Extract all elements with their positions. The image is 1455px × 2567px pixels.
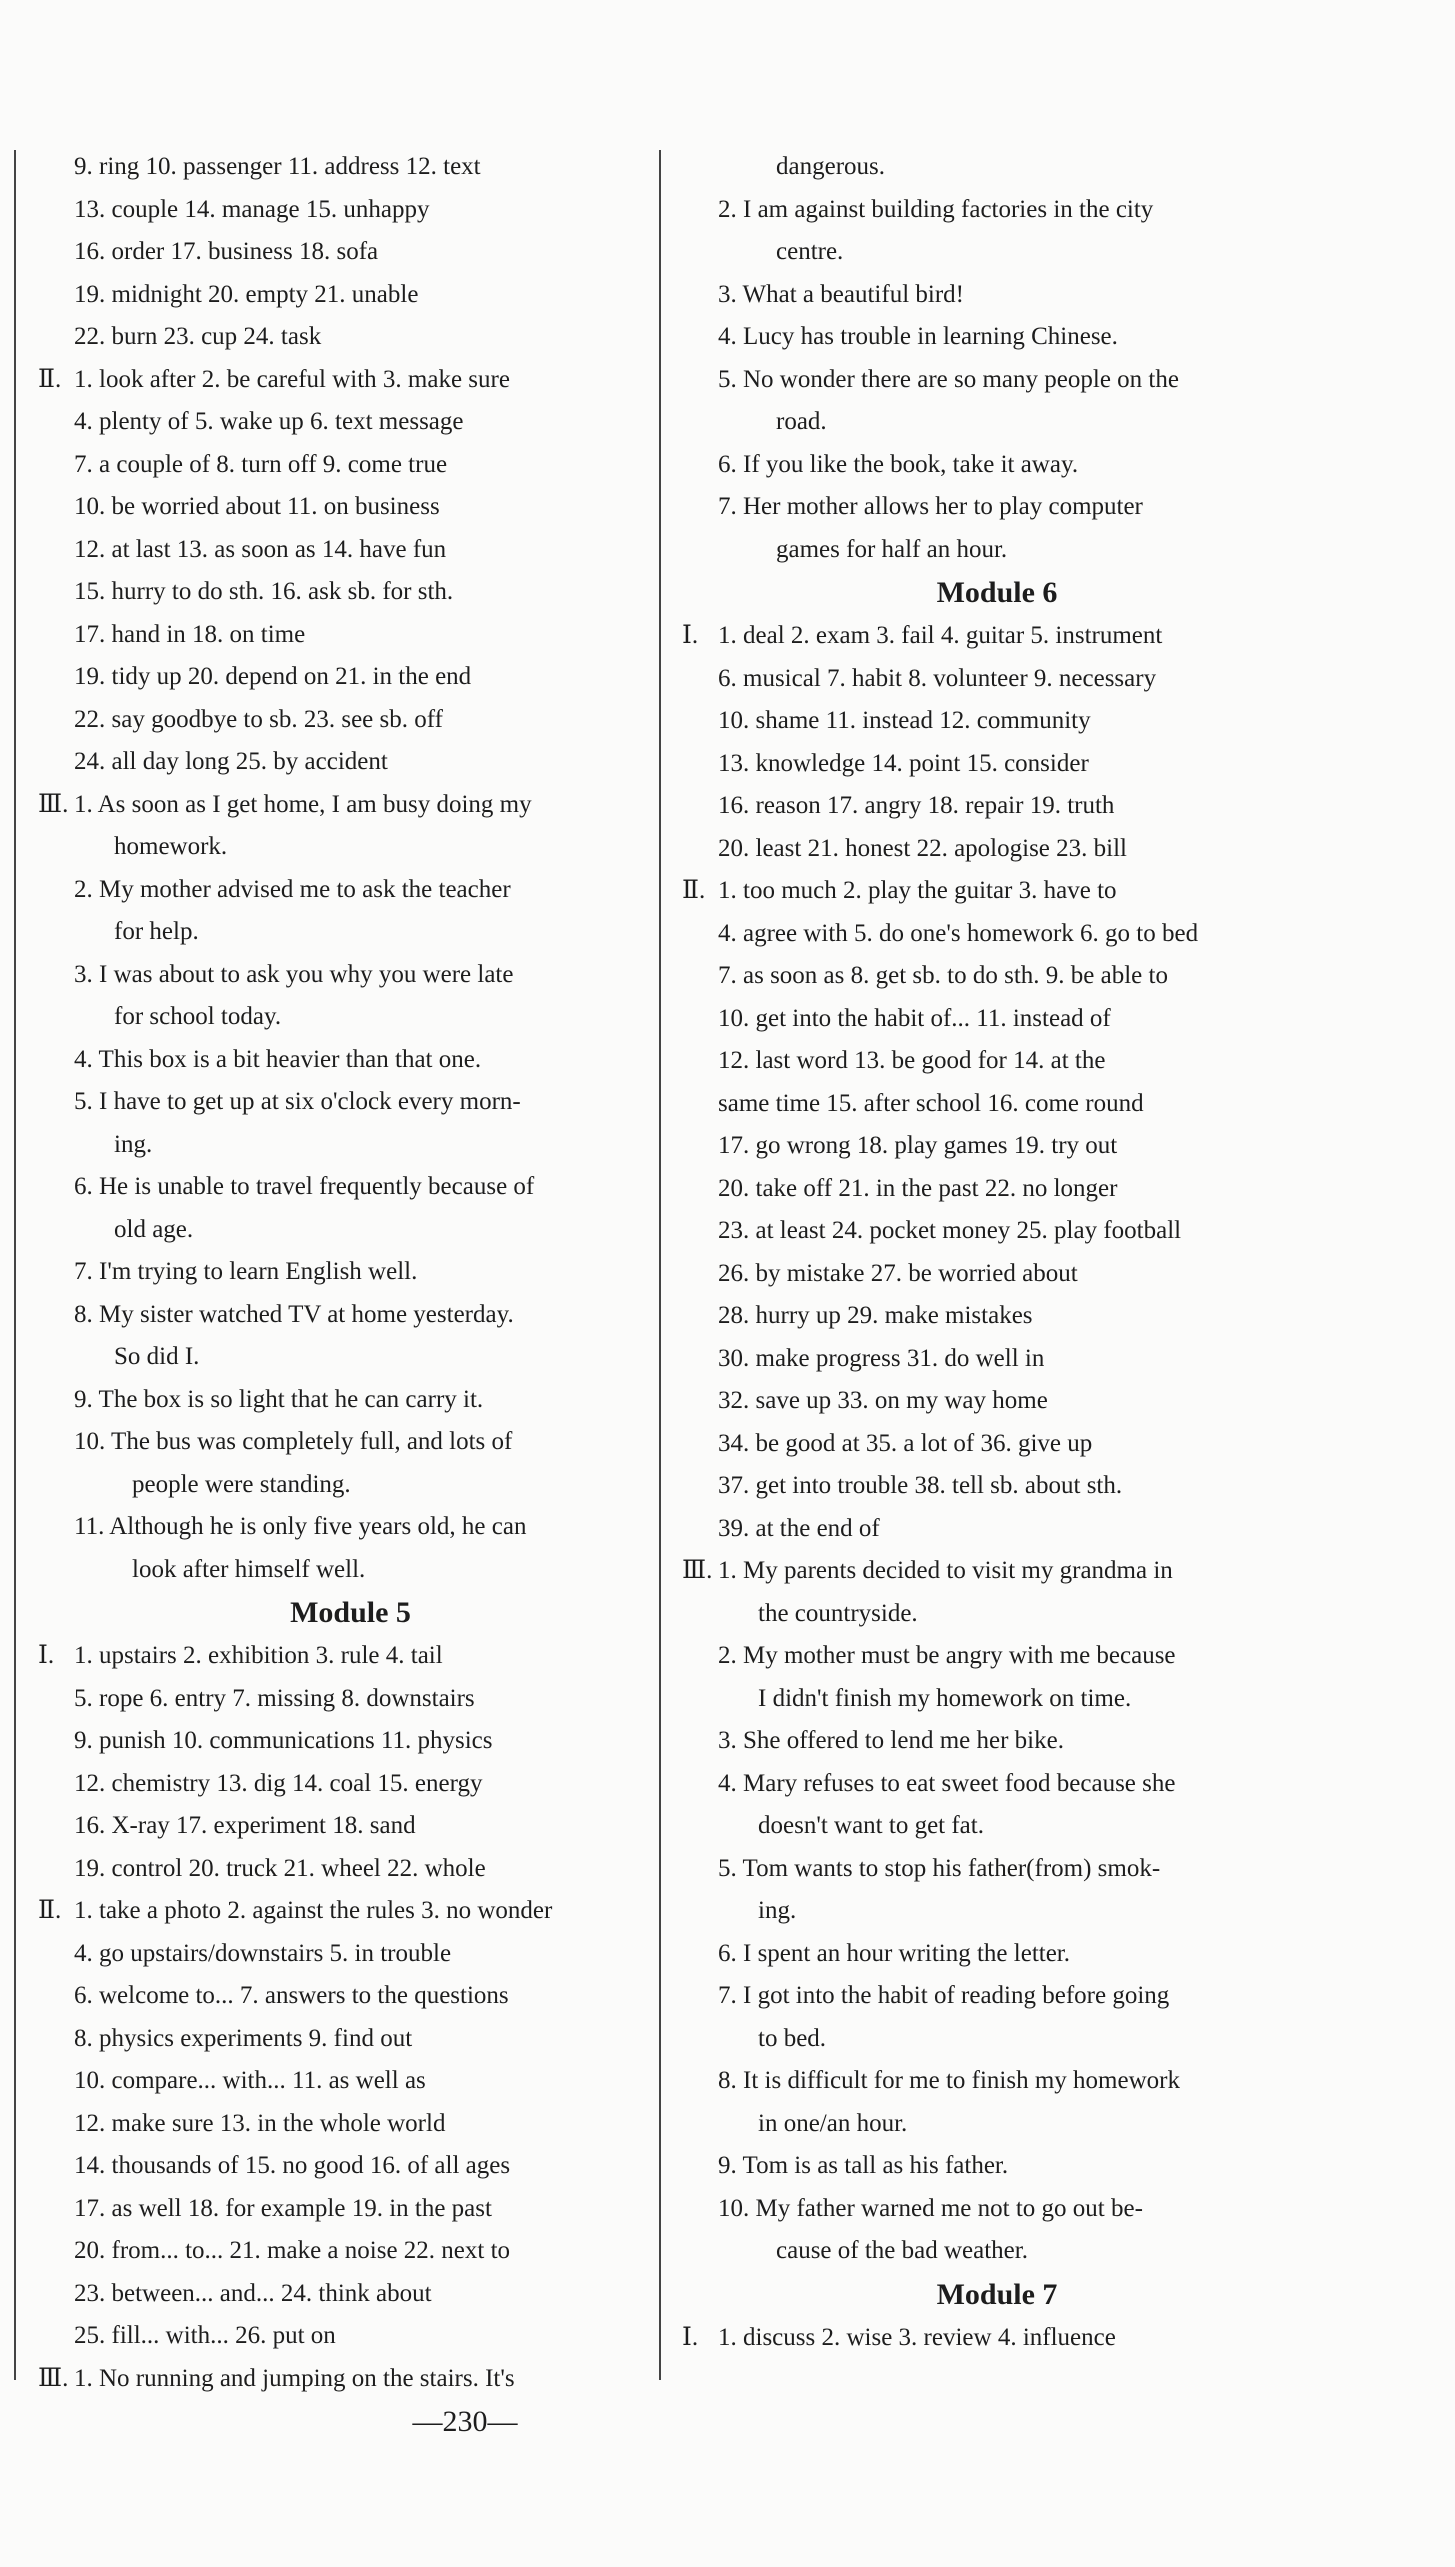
answer-line: to bed.: [758, 2024, 827, 2052]
answer-line: 13. knowledge 14. point 15. consider: [718, 749, 1089, 777]
answer-line: 22. burn 23. cup 24. task: [74, 323, 322, 350]
answer-line: 14. thousands of 15. no good 16. of all ages: [74, 2152, 511, 2179]
answer-line: 5. I have to get up at six o'clock every morn-: [74, 1088, 521, 1115]
left-column: [38, 146, 663, 2400]
answer-line: 15. hurry to do sth. 16. ask sb. for sth.: [74, 578, 454, 605]
answer-line: 9. punish 10. communications 11. physics: [74, 1727, 493, 1754]
answer-line: 10. My father warned me not to go out be-: [718, 2194, 1143, 2222]
answer-line: 10. get into the habit of... 11. instead of: [718, 1004, 1111, 1032]
section-I-line: [682, 615, 1312, 658]
answer-line: games for half an hour.: [776, 535, 1008, 563]
answer-line: 30. make progress 31. do well in: [718, 1344, 1045, 1372]
section-II-line: [38, 359, 663, 402]
answer-line: 2. My mother advised me to ask the teacher: [74, 875, 511, 903]
answer-line: 34. be good at 35. a lot of 36. give up: [718, 1429, 1093, 1457]
answer-line: 16. order 17. business 18. sofa: [74, 238, 379, 265]
answer-line: 5. Tom wants to stop his father(from) smok-: [718, 1854, 1161, 1882]
answer-text: 1. deal 2. exam 3. fail 4. guitar 5. instrument: [718, 622, 1163, 649]
section-I-line: [682, 2317, 1312, 2360]
section-III-line: [38, 2358, 663, 2401]
answer-line: 6. I spent an hour writing the letter.: [718, 1939, 1071, 1967]
answer-line: 2. I am against building factories in the city: [718, 195, 1154, 223]
answer-line: 13. couple 14. manage 15. unhappy: [74, 195, 430, 223]
module-heading: Module 6: [936, 576, 1058, 609]
answer-line: doesn't want to get fat.: [758, 1812, 984, 1839]
answer-line: for help.: [114, 918, 199, 945]
answer-line: in one/an hour.: [758, 2109, 908, 2137]
answer-line: 4. Lucy has trouble in learning Chinese.: [718, 323, 1118, 350]
roman-numeral-one: Ⅰ.: [682, 2323, 699, 2351]
answer-line: 20. take off 21. in the past 22. no longer: [718, 1174, 1118, 1202]
answer-line: 9. The box is so light that he can carry it.: [74, 1385, 484, 1413]
section-II-line: [682, 870, 1312, 913]
answer-line: 20. from... to... 21. make a noise 22. next to: [74, 2237, 511, 2264]
answer-line: 10. The bus was completely full, and lots of: [74, 1428, 513, 1455]
answer-line: 17. go wrong 18. play games 19. try out: [718, 1132, 1118, 1159]
answer-line: 12. make sure 13. in the whole world: [74, 2109, 446, 2137]
answer-line: 3. I was about to ask you why you were late: [74, 960, 514, 988]
answer-line: the countryside.: [758, 1599, 918, 1627]
answer-line: ing.: [758, 1897, 797, 1924]
answer-line: 28. hurry up 29. make mistakes: [718, 1302, 1033, 1329]
answer-line: 8. physics experiments 9. find out: [74, 2024, 413, 2052]
answer-line: 10. compare... with... 11. as well as: [74, 2067, 426, 2094]
answer-line: 7. I'm trying to learn English well.: [74, 1258, 418, 1285]
answer-line: 24. all day long 25. by accident: [74, 748, 388, 775]
answer-line: for school today.: [114, 1003, 282, 1030]
answer-text: 1. As soon as I get home, I am busy doing my: [74, 790, 532, 818]
module-heading: Module 7: [936, 2277, 1058, 2311]
roman-numeral-three: Ⅲ.: [38, 2364, 69, 2392]
answer-line: 12. at last 13. as soon as 14. have fun: [74, 535, 447, 563]
roman-numeral-two: Ⅱ.: [682, 877, 706, 904]
answer-line: 25. fill... with... 26. put on: [74, 2322, 336, 2349]
answer-line: 19. control 20. truck 21. wheel 22. whole: [74, 1854, 486, 1882]
answer-line: 16. reason 17. angry 18. repair 19. truth: [718, 792, 1115, 819]
answer-line: 12. chemistry 13. dig 14. coal 15. energy: [74, 1769, 483, 1797]
answer-line: 9. ring 10. passenger 11. address 12. text: [74, 153, 481, 180]
answer-line: 16. X-ray 17. experiment 18. sand: [74, 1812, 416, 1839]
answer-line: centre.: [776, 238, 844, 265]
answer-line: 9. Tom is as tall as his father.: [718, 2152, 1009, 2179]
section-II-line: [38, 1890, 663, 1933]
answer-text: 1. My parents decided to visit my grandma in: [718, 1557, 1173, 1584]
answer-line: 6. If you like the book, take it away.: [718, 450, 1079, 478]
answer-line: I didn't finish my homework on time.: [758, 1684, 1132, 1712]
answer-text: 1. too much 2. play the guitar 3. have to: [718, 877, 1117, 904]
answer-line: 2. My mother must be angry with me because: [718, 1642, 1176, 1669]
answer-line: 6. He is unable to travel frequently because of: [74, 1173, 535, 1200]
left-margin-rule: [14, 150, 16, 2380]
answer-line: homework.: [114, 833, 228, 860]
answer-line: 23. at least 24. pocket money 25. play football: [718, 1217, 1182, 1244]
answer-line: 20. least 21. honest 22. apologise 23. bill: [718, 834, 1127, 862]
answer-line: look after himself well.: [132, 1555, 366, 1583]
answer-line: 26. by mistake 27. be worried about: [718, 1259, 1078, 1287]
answer-line: So did I.: [114, 1343, 200, 1370]
answer-line: 3. What a beautiful bird!: [718, 280, 964, 308]
answer-line: 4. plenty of 5. wake up 6. text message: [74, 408, 464, 435]
roman-numeral-two: Ⅱ.: [38, 1897, 62, 1924]
section-III-line: [682, 1550, 1312, 1593]
answer-line: dangerous.: [776, 153, 885, 180]
answer-line: 32. save up 33. on my way home: [718, 1387, 1048, 1414]
answer-line: 6. welcome to... 7. answers to the questions: [74, 1982, 509, 2009]
roman-numeral-three: Ⅲ.: [682, 1557, 713, 1584]
answer-line: 39. at the end of: [718, 1514, 880, 1542]
answer-line: 7. I got into the habit of reading before going: [718, 1982, 1170, 2009]
answer-line: 23. between... and... 24. think about: [74, 2279, 432, 2307]
answer-line: 6. musical 7. habit 8. volunteer 9. necessary: [718, 664, 1157, 692]
answer-line: 4. This box is a bit heavier than that one.: [74, 1045, 482, 1073]
right-column: [682, 146, 1312, 2359]
section-I-line: [38, 1635, 663, 1678]
answer-line: 8. My sister watched TV at home yesterday.: [74, 1300, 514, 1328]
roman-numeral-three: Ⅲ.: [38, 790, 69, 818]
answer-line: people were standing.: [132, 1470, 351, 1498]
answer-line: 4. agree with 5. do one's homework 6. go to bed: [718, 919, 1199, 947]
answer-text: 1. take a photo 2. against the rules 3. no wonder: [74, 1897, 553, 1924]
roman-numeral-two: Ⅱ.: [38, 365, 62, 393]
roman-numeral-one: Ⅰ.: [38, 1642, 55, 1669]
answer-line: cause of the bad weather.: [776, 2237, 1028, 2264]
module-heading: Module 5: [290, 1596, 411, 1629]
answer-text: 1. upstairs 2. exhibition 3. rule 4. tail: [74, 1642, 443, 1669]
answer-line: 19. tidy up 20. depend on 21. in the end: [74, 663, 472, 690]
answer-line: 7. as soon as 8. get sb. to do sth. 9. be able to: [718, 962, 1168, 989]
answer-line: 12. last word 13. be good for 14. at the: [718, 1047, 1106, 1074]
answer-line: road.: [776, 408, 827, 435]
answer-line: 11. Although he is only five years old, he can: [74, 1513, 527, 1540]
answer-line: 5. rope 6. entry 7. missing 8. downstairs: [74, 1684, 475, 1712]
answer-text: 1. discuss 2. wise 3. review 4. influence: [718, 2323, 1116, 2351]
answer-line: 37. get into trouble 38. tell sb. about sth.: [718, 1472, 1123, 1499]
answer-line: 3. She offered to lend me her bike.: [718, 1727, 1064, 1754]
answer-text: 1. No running and jumping on the stairs. It's: [74, 2364, 515, 2392]
answer-line: 19. midnight 20. empty 21. unable: [74, 280, 419, 308]
answer-line: 10. shame 11. instead 12. community: [718, 707, 1091, 734]
answer-line: old age.: [114, 1215, 194, 1243]
answer-text: 1. look after 2. be careful with 3. make sure: [74, 365, 510, 393]
answer-line: 8. It is difficult for me to finish my homework: [718, 2067, 1180, 2094]
answer-line: 4. Mary refuses to eat sweet food because she: [718, 1769, 1176, 1797]
answer-line: ing.: [114, 1130, 153, 1158]
answer-line: 17. as well 18. for example 19. in the past: [74, 2194, 492, 2222]
roman-numeral-one: Ⅰ.: [682, 622, 699, 649]
answer-line: same time 15. after school 16. come round: [718, 1089, 1144, 1117]
section-III-line: [38, 784, 663, 827]
answer-line: 10. be worried about 11. on business: [74, 493, 440, 520]
answer-line: 22. say goodbye to sb. 23. see sb. off: [74, 705, 443, 733]
answer-line: 7. a couple of 8. turn off 9. come true: [74, 450, 448, 478]
answer-line: 5. No wonder there are so many people on the: [718, 365, 1179, 393]
page-number: —230—: [412, 2405, 518, 2438]
answer-line: 17. hand in 18. on time: [74, 620, 306, 648]
answer-line: 4. go upstairs/downstairs 5. in trouble: [74, 1939, 452, 1967]
answer-line: 7. Her mother allows her to play computer: [718, 493, 1143, 520]
